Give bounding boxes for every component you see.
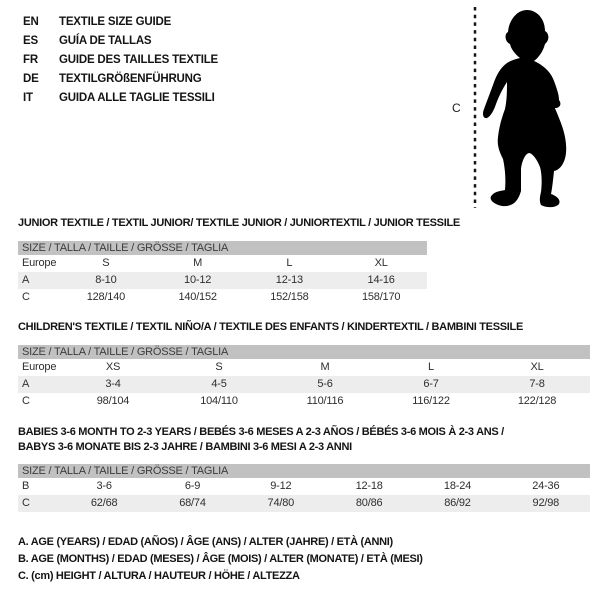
value-cell: 86/92 xyxy=(444,497,471,509)
language-title-list xyxy=(23,13,218,108)
size-cell: L xyxy=(286,257,293,269)
value-cell: 12-18 xyxy=(355,480,383,492)
table-row xyxy=(18,478,590,495)
value-cell: 3-4 xyxy=(105,378,121,390)
row-label: C xyxy=(22,291,30,303)
value-cell: 92/98 xyxy=(532,497,560,509)
language-code: IT xyxy=(23,92,33,104)
babies-size-table xyxy=(18,464,590,512)
footnote-age-years: A. AGE (YEARS) / EDAD (AÑOS) / ÂGE (ANS) / ALTER (JAHRE) / ETÀ (ANNI) xyxy=(18,536,393,548)
value-cell: 18-24 xyxy=(443,480,472,492)
value-cell: 5-6 xyxy=(317,378,333,390)
section-title: CHILDREN'S TEXTILE / TEXTIL NIÑO/A / TEXTILE DES ENFANTS / KINDERTEXTIL / BAMBINI TESSILE xyxy=(18,321,523,333)
row-label: Europe xyxy=(22,257,57,269)
value-cell: 68/74 xyxy=(179,497,206,509)
table-size-header: SIZE / TALLA / TAILLE / GRÖSSE / TAGLIA xyxy=(18,241,427,255)
value-cell: 14-16 xyxy=(367,274,395,286)
size-cell: M xyxy=(320,361,330,373)
value-cell: 140/152 xyxy=(178,291,217,303)
guide-title-de: TEXTILGRÖßENFÜHRUNG xyxy=(59,73,202,85)
section-title: JUNIOR TEXTILE / TEXTIL JUNIOR/ TEXTILE JUNIOR / JUNIORTEXTIL / JUNIOR TESSILE xyxy=(18,217,460,229)
list-item xyxy=(23,13,218,32)
value-cell: 128/140 xyxy=(86,291,126,303)
row-label: B xyxy=(22,480,30,492)
baby-silhouette-figure xyxy=(450,0,600,215)
language-code: ES xyxy=(23,35,38,47)
table-row xyxy=(18,376,590,393)
value-cell: 122/128 xyxy=(517,395,557,407)
value-cell: 6-7 xyxy=(423,378,439,390)
guide-title-en: TEXTILE SIZE GUIDE xyxy=(59,16,172,28)
list-item xyxy=(23,89,218,108)
table-row xyxy=(18,393,590,410)
row-label: C xyxy=(22,497,30,509)
value-cell: 80/86 xyxy=(355,497,383,509)
value-cell: 4-5 xyxy=(211,378,227,390)
size-cell: XS xyxy=(105,361,121,373)
table-size-header: SIZE / TALLA / TAILLE / GRÖSSE / TAGLIA xyxy=(18,345,590,359)
section-title xyxy=(18,425,590,455)
list-item xyxy=(23,32,218,51)
value-cell: 9-12 xyxy=(270,480,292,492)
row-label: A xyxy=(22,274,30,286)
value-cell: 3-6 xyxy=(96,480,112,492)
value-cell: 74/80 xyxy=(267,497,295,509)
value-cell: 110/116 xyxy=(306,395,344,407)
value-cell: 7-8 xyxy=(529,378,545,390)
language-code: DE xyxy=(23,73,39,85)
children-size-table xyxy=(18,345,590,410)
table-row xyxy=(18,255,427,272)
section-babies-textile xyxy=(18,425,590,512)
list-item xyxy=(23,51,218,70)
section-title-line: BABIES 3-6 MONTH TO 2-3 YEARS / BEBÉS 3-6 MESES A 2-3 AÑOS / BÉBÉS 3-6 MOIS À 2-3 ANS / xyxy=(18,426,504,438)
value-cell: 104/110 xyxy=(200,395,238,407)
row-label: C xyxy=(22,395,30,407)
size-cell: L xyxy=(428,361,434,373)
footnote-height-cm: C. (cm) HEIGHT / ALTURA / HAUTEUR / HÖHE / ALTEZZA xyxy=(18,570,300,582)
size-cell: S xyxy=(102,257,110,269)
baby-silhouette-icon xyxy=(483,10,566,207)
value-cell: 6-9 xyxy=(184,480,201,492)
row-label: Europe xyxy=(22,361,57,373)
value-cell: 62/68 xyxy=(90,497,118,509)
language-code: FR xyxy=(23,54,38,66)
size-cell: XL xyxy=(530,361,544,373)
value-cell: 12-13 xyxy=(275,274,303,286)
table-row xyxy=(18,289,427,306)
value-cell: 8-10 xyxy=(95,274,117,286)
value-cell: 116/122 xyxy=(412,395,450,407)
size-cell: XL xyxy=(374,257,388,269)
list-item xyxy=(23,70,218,89)
value-cell: 152/158 xyxy=(270,291,309,303)
guide-title-es: GUÍA DE TALLAS xyxy=(59,35,152,47)
section-title-line: BABYS 3-6 MONATE BIS 2-3 JAHRE / BAMBINI 3-6 MESI A 2-3 ANNI xyxy=(18,441,352,453)
language-code: EN xyxy=(23,16,39,28)
size-cell: S xyxy=(215,361,223,373)
table-row xyxy=(18,359,590,376)
footnote-legend xyxy=(18,534,423,585)
section-junior-textile xyxy=(18,217,460,306)
value-cell: 24-36 xyxy=(532,480,560,492)
footnote-age-months: B. AGE (MONTHS) / EDAD (MESES) / ÂGE (MOIS) / ALTER (MONATE) / ETÀ (MESI) xyxy=(18,553,423,565)
table-row xyxy=(18,272,427,289)
guide-title-it: GUIDA ALLE TAGLIE TESSILI xyxy=(59,92,215,104)
table-size-header: SIZE / TALLA / TAILLE / GRÖSSE / TAGLIA xyxy=(18,464,590,478)
row-label: A xyxy=(22,378,30,390)
value-cell: 10-12 xyxy=(184,274,212,286)
value-cell: 158/170 xyxy=(361,291,401,303)
junior-size-table xyxy=(18,241,427,306)
table-row xyxy=(18,495,590,512)
size-cell: M xyxy=(193,257,203,269)
height-dimension-label: C xyxy=(452,101,461,115)
value-cell: 98/104 xyxy=(96,395,130,407)
section-children-textile xyxy=(18,321,590,410)
guide-title-fr: GUIDE DES TAILLES TEXTILE xyxy=(59,54,218,66)
